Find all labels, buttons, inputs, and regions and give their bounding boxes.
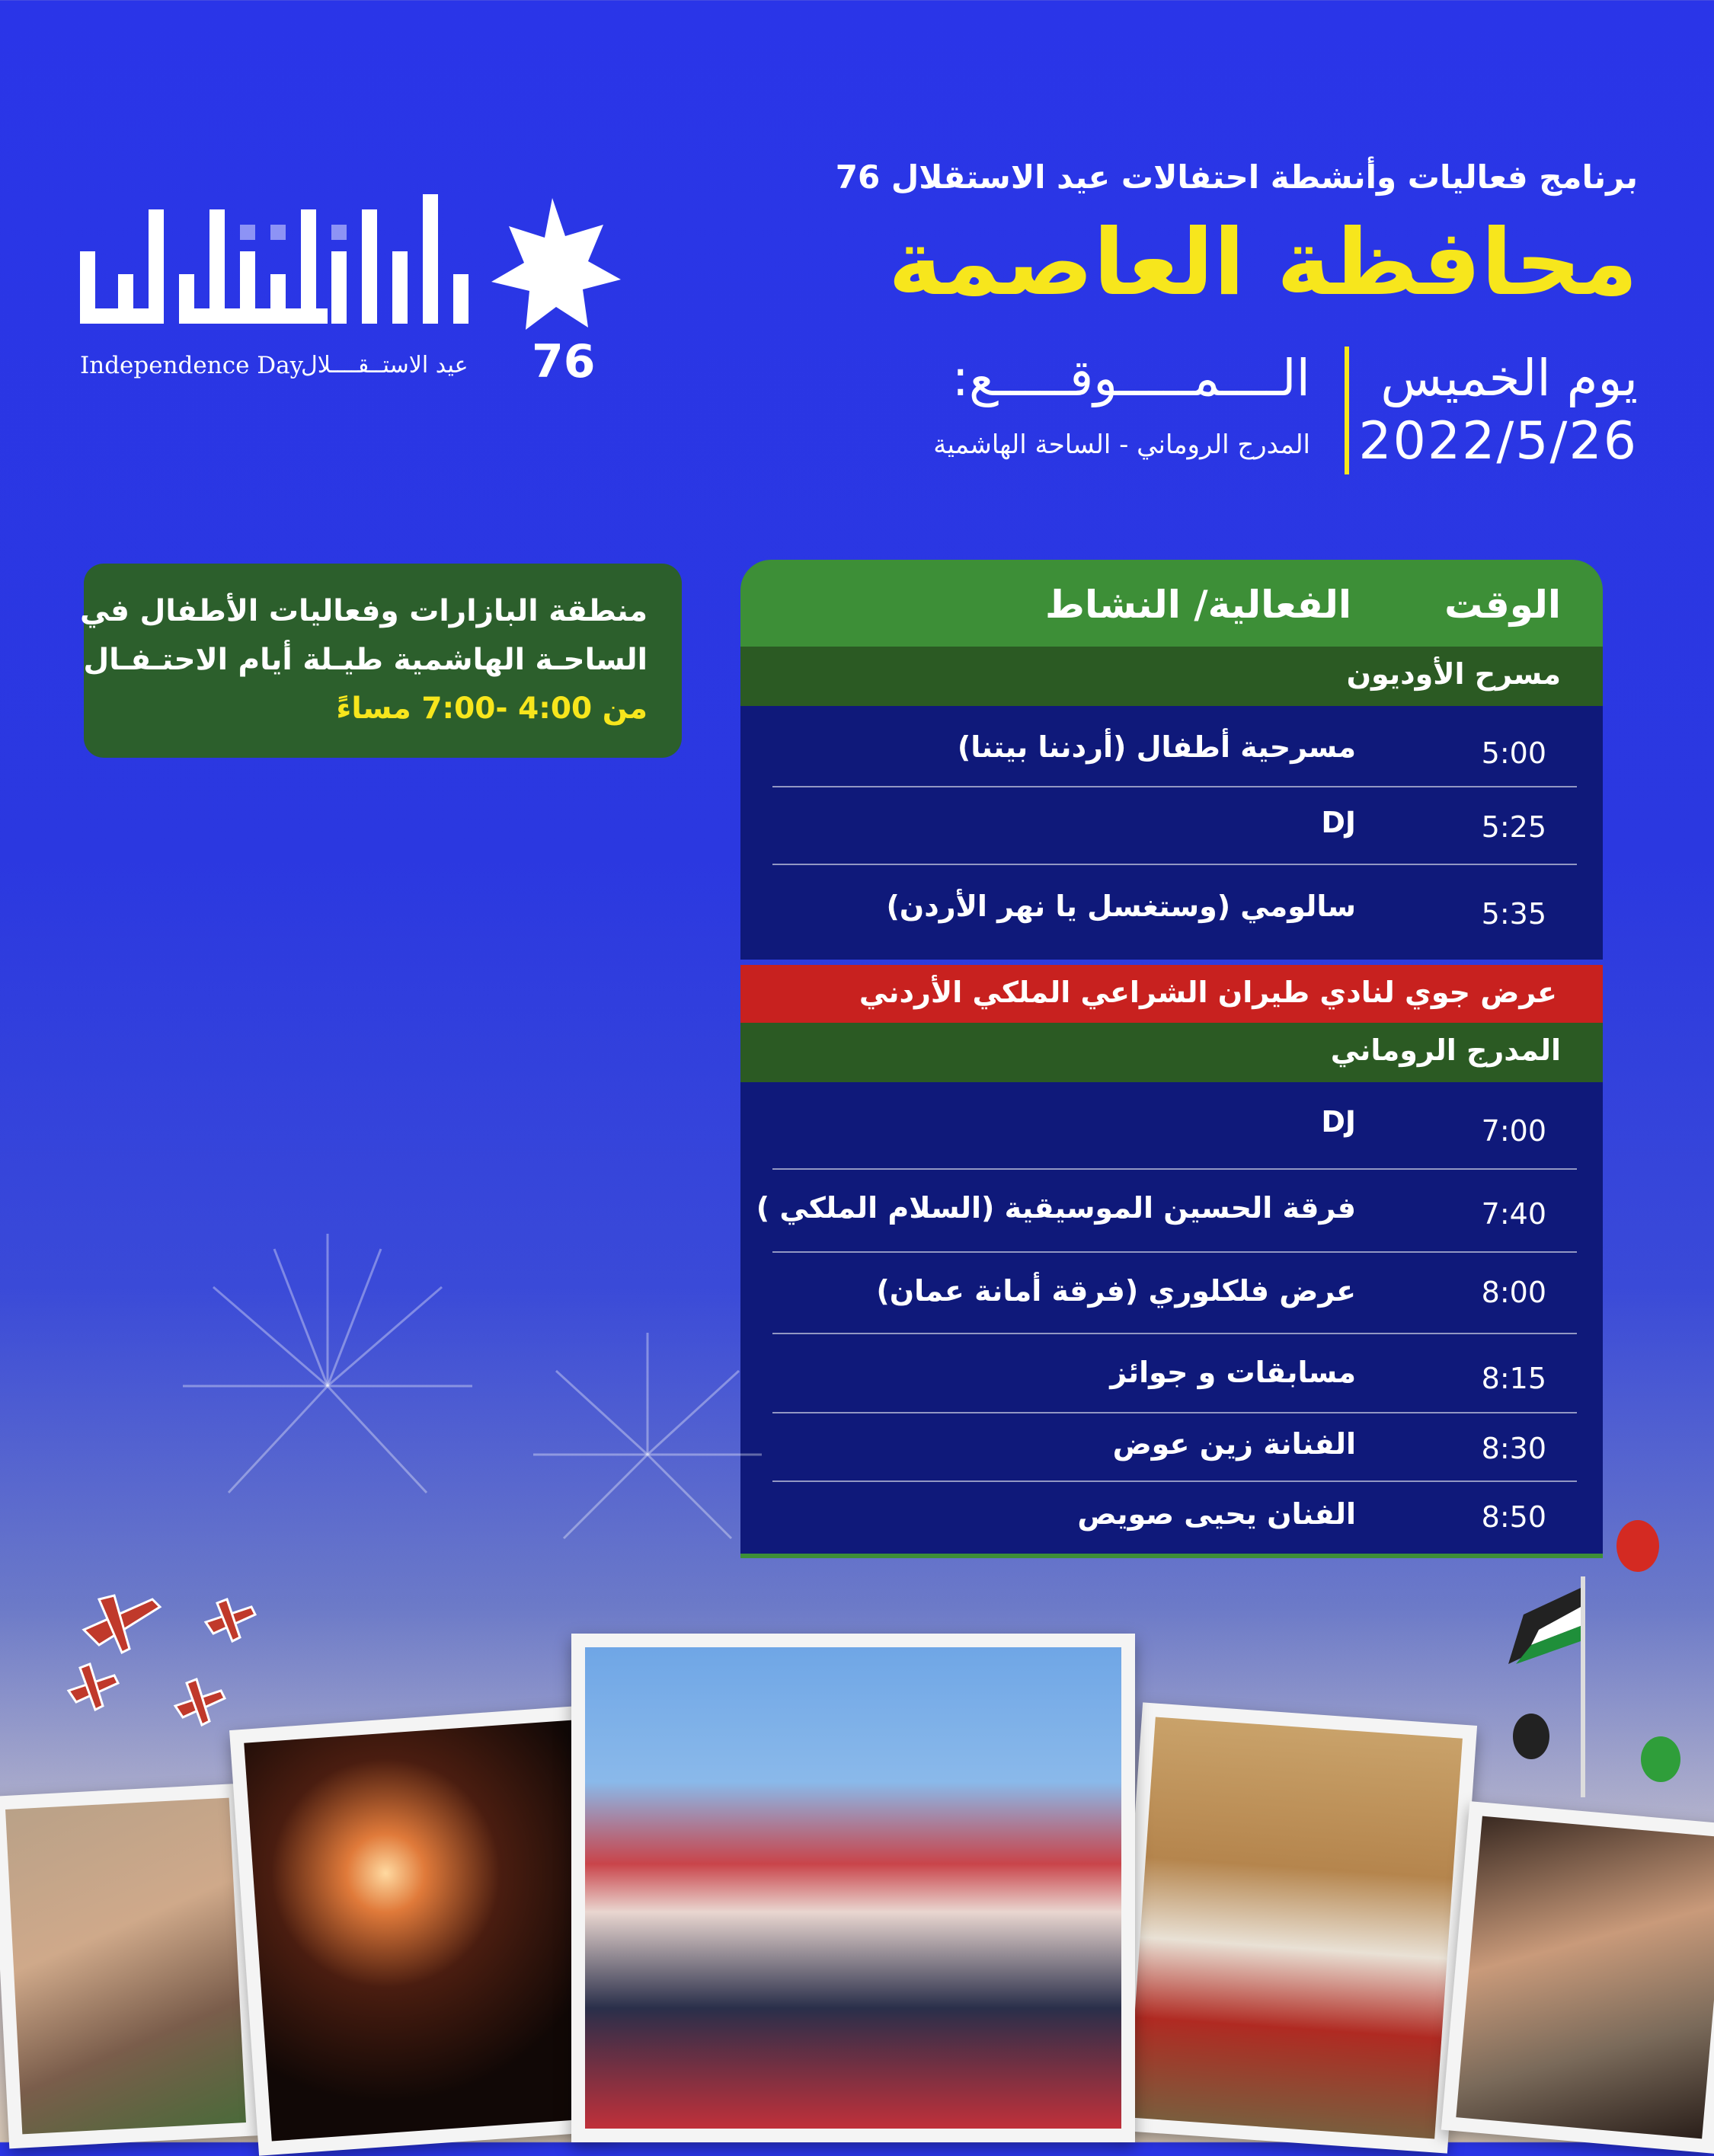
location-label: الــــمـــــوقـــــع: [951, 349, 1310, 407]
table-row [772, 1082, 1577, 1170]
logo-bars [80, 194, 468, 324]
day-label: يوم الخميس [1380, 349, 1638, 407]
row-time: 5:25 [1481, 810, 1546, 844]
logo-arabic-text: عيد الاستــقــــلال [301, 352, 468, 378]
plane-formation-icon [53, 1584, 282, 1736]
date-label: 2022/5/26 [1358, 411, 1638, 471]
row-activity: عرض فلكلوري (فرقة أمانة عمان) [876, 1274, 1356, 1308]
row-time: 8:30 [1481, 1432, 1546, 1465]
column-activity: الفعالية/ النشاط [1045, 583, 1351, 627]
bazaar-hours: من 4:00 -7:00 مساءً [336, 692, 648, 726]
section-roman-amphitheatre [740, 1023, 1603, 1082]
bazaar-line-1: منطقة البازارات وفعاليات الأطفال في [79, 594, 648, 628]
photo-artists-group [571, 1634, 1135, 2142]
table-row [772, 865, 1577, 960]
photo-child-face-paint [1441, 1801, 1714, 2154]
schedule-header [740, 560, 1603, 647]
airshow-text: عرض جوي لنادي طيران الشراعي الملكي الأردني [859, 976, 1557, 1009]
table-row [772, 706, 1577, 787]
row-time: 5:35 [1481, 897, 1546, 931]
header-divider [1345, 347, 1349, 474]
column-time: الوقت [1444, 583, 1561, 627]
balloons-flag-decoration [1508, 1516, 1706, 1797]
location-value: المدرج الروماني - الساحة الهاشمية [933, 430, 1310, 460]
section-title: المدرج الروماني [1330, 1033, 1561, 1067]
logo-accent-bars [240, 225, 347, 240]
row-time: 7:00 [1481, 1114, 1546, 1148]
row-time: 8:00 [1481, 1276, 1546, 1309]
row-activity: مسابقات و جوائز [1110, 1356, 1356, 1389]
bazaar-line-2: الساحـة الهاشمية طيـلة أيام الاحتـفـال [83, 643, 648, 677]
row-time: 5:00 [1481, 736, 1546, 770]
jordan-star-icon [491, 198, 621, 330]
row-activity: فرقة الحسين الموسيقية (السلام الملكي ) [756, 1191, 1356, 1225]
black-balloon-icon [1513, 1714, 1549, 1759]
row-activity: DJ [1321, 1105, 1356, 1139]
fireworks-decoration [152, 1203, 914, 1599]
section-title: مسرح الأوديون [1346, 657, 1561, 691]
row-activity: سالومي (وستغسل يا نهر الأردن) [886, 890, 1356, 923]
row-activity: DJ [1321, 806, 1356, 839]
program-subtitle: برنامج فعاليات وأنشطة احتفالات عيد الاستقلال 76 [835, 158, 1638, 196]
airshow-bar [740, 965, 1603, 1023]
row-activity: الفنانة زين عوض [1112, 1427, 1356, 1461]
logo-number: 76 [532, 335, 596, 388]
bazaar-info-box [79, 564, 682, 758]
green-balloon-icon [1641, 1736, 1680, 1782]
section-odeon [740, 647, 1603, 706]
row-activity: الفنان يحيى صويص [1077, 1497, 1356, 1531]
row-activity: مسرحية أطفال (أردننا بيتنا) [957, 730, 1356, 764]
photo-folk-dancers [1113, 1702, 1477, 2153]
logo-english-text: Independence Day [80, 352, 304, 379]
table-row [772, 787, 1577, 865]
photo-celebrating-children [0, 1784, 261, 2149]
odeon-block [740, 706, 1603, 960]
photo-fireworks-night [229, 1705, 616, 2155]
row-time: 8:15 [1481, 1362, 1546, 1395]
row-time: 7:40 [1481, 1197, 1546, 1231]
red-balloon-icon [1616, 1520, 1659, 1572]
governorate-title: محافظة العاصمة [887, 210, 1638, 316]
row-time: 8:50 [1481, 1500, 1546, 1534]
